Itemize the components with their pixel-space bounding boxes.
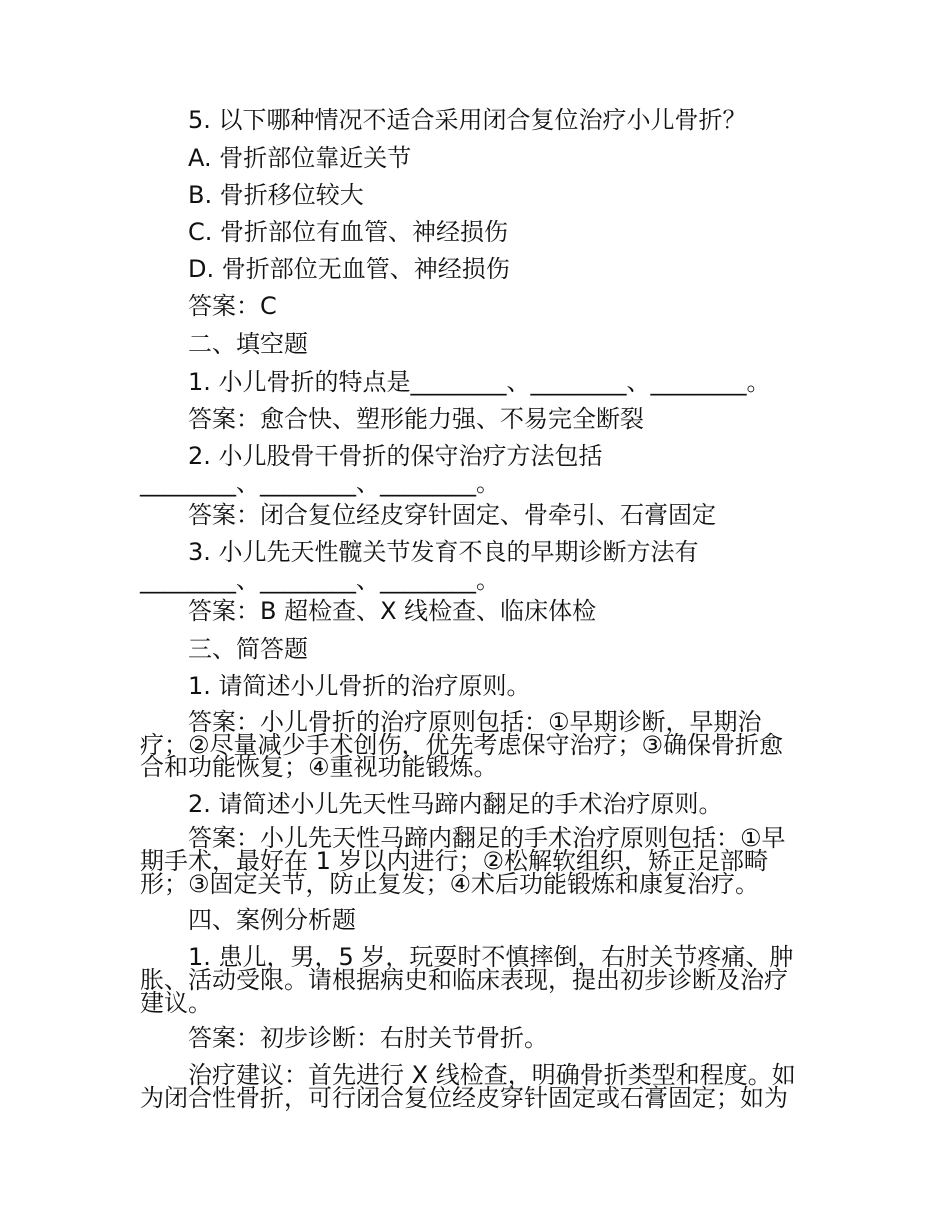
short-answer-2-line-3: 形；③固定关节，防止复发；④术后功能锻炼和康复治疗。 bbox=[140, 870, 760, 898]
fill-question-2: 2. 小儿股骨干骨折的保守治疗方法包括 bbox=[188, 442, 603, 470]
section-short-answer: 三、简答题 bbox=[188, 635, 308, 663]
fill-answer-3: 答案：B 超检查、X 线检查、临床体检 bbox=[188, 597, 597, 625]
short-answer-2-line-2: 期手术，最好在 1 岁以内进行；②松解软组织，矫正足部畸 bbox=[140, 847, 769, 875]
question-5: 5. 以下哪种情况不适合采用闭合复位治疗小儿骨折？ bbox=[188, 106, 747, 134]
fill-answer-2: 答案：闭合复位经皮穿针固定、骨牵引、石膏固定 bbox=[188, 501, 716, 529]
case-answer-diagnosis: 答案：初步诊断：右肘关节骨折。 bbox=[188, 1024, 548, 1052]
short-answer-1-line-2: 疗；②尽量减少手术创伤，优先考虑保守治疗；③确保骨折愈 bbox=[140, 731, 784, 759]
short-answer-1-line-3: 合和功能恢复；④重视功能锻炼。 bbox=[140, 753, 498, 781]
option-b: B. 骨折移位较大 bbox=[188, 181, 364, 209]
fill-question-3-blanks: ________、________、________。 bbox=[140, 566, 500, 594]
short-question-1: 1. 请简述小儿骨折的治疗原则。 bbox=[188, 672, 531, 700]
case-answer-treatment-line-1: 治疗建议：首先进行 X 线检查，明确骨折类型和程度。如 bbox=[188, 1061, 796, 1089]
option-c: C. 骨折部位有血管、神经损伤 bbox=[188, 218, 509, 246]
short-question-2: 2. 请简述小儿先天性马蹄内翻足的手术治疗原则。 bbox=[188, 790, 723, 818]
fill-answer-1: 答案：愈合快、塑形能力强、不易完全断裂 bbox=[188, 405, 644, 433]
answer-q5: 答案：C bbox=[188, 292, 277, 320]
section-fill-in: 二、填空题 bbox=[188, 330, 308, 358]
short-answer-1-line-1: 答案：小儿骨折的治疗原则包括：①早期诊断，早期治 bbox=[188, 708, 762, 736]
short-answer-2-line-1: 答案：小儿先天性马蹄内翻足的手术治疗原则包括：①早 bbox=[188, 824, 786, 852]
option-d: D. 骨折部位无血管、神经损伤 bbox=[188, 255, 510, 283]
fill-question-1: 1. 小儿骨折的特点是________、________、________。 bbox=[188, 368, 771, 396]
section-case-analysis: 四、案例分析题 bbox=[188, 906, 356, 934]
fill-question-2-blanks: ________、________、________。 bbox=[140, 469, 500, 497]
case-answer-treatment-line-2: 为闭合性骨折，可行闭合复位经皮穿针固定或石膏固定；如为 bbox=[140, 1084, 788, 1112]
fill-question-3: 3. 小儿先天性髋关节发育不良的早期诊断方法有 bbox=[188, 538, 699, 566]
case-question-line-3: 建议。 bbox=[140, 989, 212, 1017]
case-question-line-1: 1. 患儿，男，5 岁，玩耍时不慎摔倒，右肘关节疼痛、肿 bbox=[188, 943, 794, 971]
case-question-line-2: 胀、活动受限。请根据病史和临床表现，提出初步诊断及治疗 bbox=[140, 966, 788, 994]
option-a: A. 骨折部位靠近关节 bbox=[188, 144, 412, 172]
